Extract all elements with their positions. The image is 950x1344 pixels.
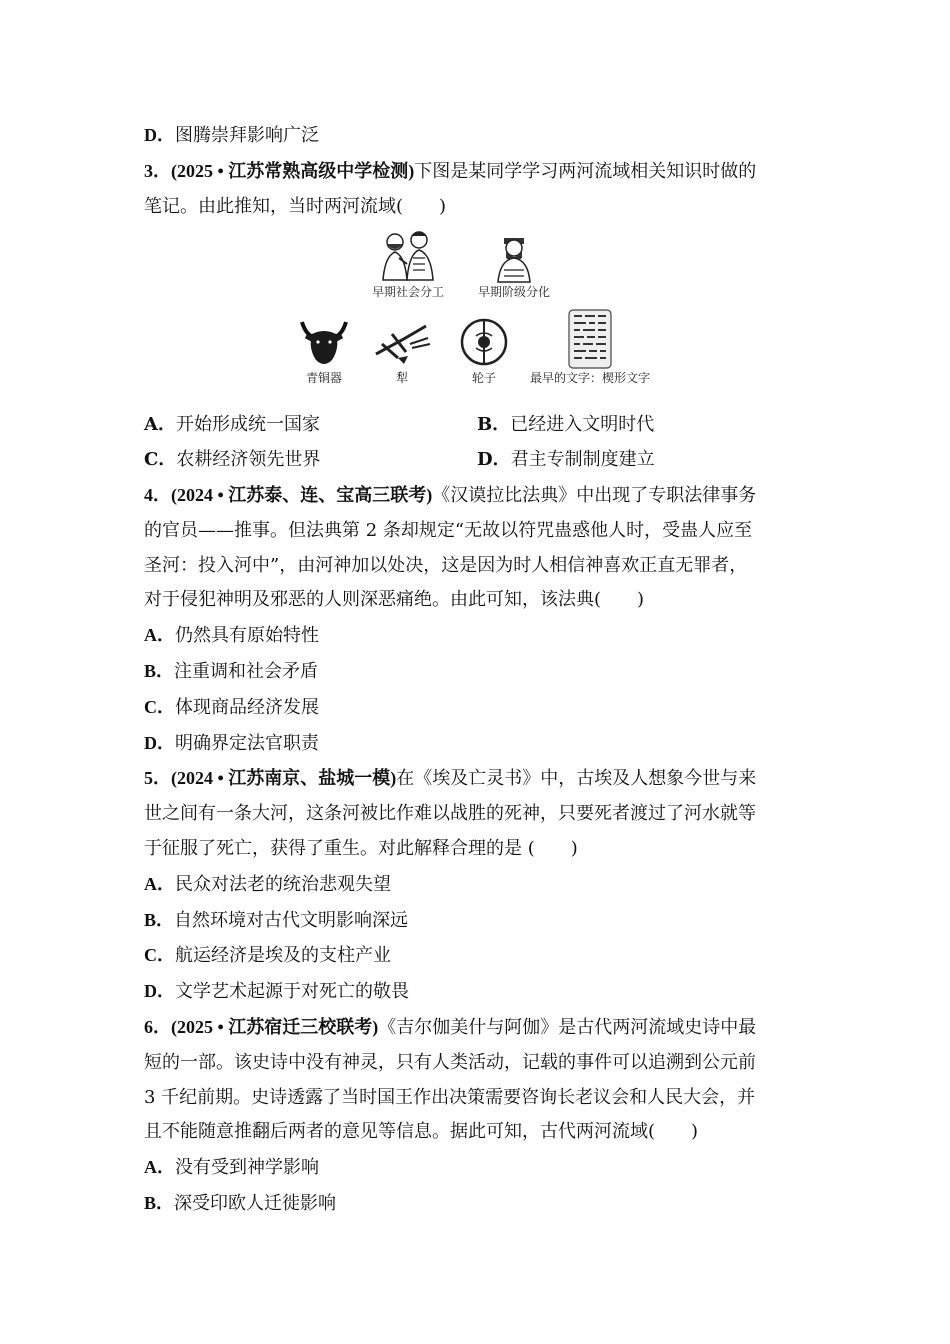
option-letter: C． <box>144 696 175 717</box>
figure-caption: 早期阶级分化 <box>477 285 550 300</box>
q3-stem-line2: 笔记。由此推知，当时两河流域( ) <box>144 195 447 217</box>
option-letter: B． <box>144 660 175 681</box>
question-stem: 《吉尔伽美什与阿伽》是古代两河流域史诗中最 <box>378 1016 757 1038</box>
q4-stem-line3: 圣河：投入河中”，由河神加以处决，这是因为时人相信神喜欢正直无罪者， <box>144 554 748 576</box>
q6-stem-line4: 且不能随意推翻后两者的意见等信息。据此可知，古代两河流域( ) <box>144 1121 699 1143</box>
option-text: 图腾崇拜影响广泛 <box>175 125 319 146</box>
q4-option-d <box>144 726 810 762</box>
q3-stem-line1 <box>144 154 810 190</box>
option-text: 注重调和社会矛盾 <box>174 660 319 682</box>
option-letter: D． <box>144 125 175 145</box>
option-text: 已经进入文明时代 <box>510 414 655 436</box>
q6-stem-line2: 短的一部。该史诗中没有神灵，只有人类活动，记载的事件可以追溯到公元前 <box>144 1051 756 1073</box>
figure-caption: 轮子 <box>471 371 496 386</box>
q5-option-b <box>144 903 810 939</box>
question-number: 4． <box>144 484 171 505</box>
q5-option-d <box>144 974 810 1010</box>
question-stem: 《汉谟拉比法典》中出现了专职法律事务 <box>432 484 757 506</box>
option-text: 航运经济是埃及的支柱产业 <box>175 945 391 967</box>
q6-stem-line3: 3 千纪前期。史诗透露了当时国王作出决策需要咨询长老议会和人民大会，并 <box>144 1086 756 1108</box>
wheel-icon <box>456 314 512 370</box>
q6-option-a <box>144 1150 810 1186</box>
q3-option-c <box>144 443 477 478</box>
q5-option-c <box>144 938 810 974</box>
q3-options-row2 <box>144 443 810 478</box>
q3-option-a <box>144 408 477 443</box>
figure-item-wheel <box>444 314 524 386</box>
q5-stem-line2: 世之间有一条大河，这条河被比作难以战胜的死神，只要死者渡过了河水就等 <box>144 803 756 825</box>
option-text: 自然环境对古代文明影响深远 <box>174 909 409 931</box>
figure-caption: 早期社会分工 <box>371 285 444 300</box>
option-letter: D． <box>144 981 175 1002</box>
option-letter: B． <box>477 414 511 436</box>
figure-item-cuneiform <box>520 308 660 386</box>
question-source: (2024 • 江苏泰、连、宝高三联考) <box>171 484 433 505</box>
q5-stem-line1 <box>144 761 810 797</box>
figure-caption: 青铜器 <box>305 371 342 386</box>
option-letter: A． <box>144 625 175 646</box>
question-source: (2025 • 江苏宿迁三校联考) <box>171 1016 379 1037</box>
q4-stem-line4: 对于侵犯神明及邪恶的人则深恶痛绝。由此可知，该法典( ) <box>144 589 645 611</box>
q3-option-d <box>477 443 810 478</box>
q4-stem-line2: 的官员——推事。但法典第 2 条却规定“无故以符咒蛊惑他人时，受蛊人应至 <box>144 519 753 541</box>
option-text: 开始形成统一国家 <box>175 414 320 436</box>
option-text: 深受印欧人迁徙影响 <box>174 1192 337 1214</box>
option-text: 文学艺术起源于对死亡的敬畏 <box>175 981 409 1003</box>
q4-stem-line1 <box>144 478 810 514</box>
figure-item-plough <box>362 314 442 386</box>
figure-item-class-differentiation <box>464 228 564 300</box>
q4-option-a <box>144 618 810 654</box>
question-stem: 在《埃及亡灵书》中，古埃及人想象今世与来 <box>396 768 757 790</box>
cuneiform-tablet-icon <box>565 308 615 370</box>
option-letter: C． <box>144 449 177 471</box>
plough-icon <box>370 314 434 370</box>
question-number: 3． <box>144 160 171 181</box>
q3-notes-figure <box>144 228 810 406</box>
question-number: 6． <box>144 1016 171 1037</box>
question-stem: 下图是某同学学习两河流域相关知识时做的 <box>414 160 757 182</box>
option-letter: C． <box>144 945 175 966</box>
option-text: 君主专制制度建立 <box>510 449 655 471</box>
q5-stem-line3: 于征服了死亡，获得了重生。对此解释合理的是 ( ) <box>144 837 578 859</box>
option-letter: B． <box>144 909 175 930</box>
option-text: 民众对法老的统治悲观失望 <box>175 873 391 895</box>
figure-caption: 犁 <box>395 371 408 386</box>
figure-caption: 最早的文字：楔形文字 <box>529 371 650 386</box>
option-letter: A． <box>144 414 176 436</box>
figure-item-bronze <box>284 314 364 386</box>
question-number: 5． <box>144 768 171 789</box>
figure-item-social-division <box>358 228 458 300</box>
option-text: 仍然具有原始特性 <box>175 625 319 647</box>
option-text: 没有受到神学影响 <box>175 1157 319 1179</box>
option-text: 体现商品经济发展 <box>175 696 319 718</box>
q5-option-a <box>144 867 810 903</box>
question-source: (2025 • 江苏常熟高级中学检测) <box>171 160 415 181</box>
q2-option-d <box>144 118 810 154</box>
exam-page <box>144 118 810 1222</box>
option-letter: D． <box>144 732 175 753</box>
q4-option-b <box>144 654 810 690</box>
q3-option-b <box>477 408 810 443</box>
option-text: 农耕经济领先世界 <box>176 449 321 471</box>
q6-stem-line1 <box>144 1010 810 1046</box>
ruler-figure-icon <box>490 228 538 284</box>
option-letter: D． <box>477 449 511 471</box>
question-source: (2024 • 江苏南京、盐城一模) <box>171 768 397 789</box>
q6-option-b <box>144 1186 810 1222</box>
option-text: 明确界定法官职责 <box>175 732 319 754</box>
q3-options-row1 <box>144 408 810 443</box>
workers-illustration-icon <box>373 228 443 284</box>
option-letter: B． <box>144 1192 175 1213</box>
option-letter: A． <box>144 873 175 894</box>
q4-option-c <box>144 690 810 726</box>
bull-head-icon <box>296 314 352 370</box>
option-letter: A． <box>144 1157 175 1178</box>
